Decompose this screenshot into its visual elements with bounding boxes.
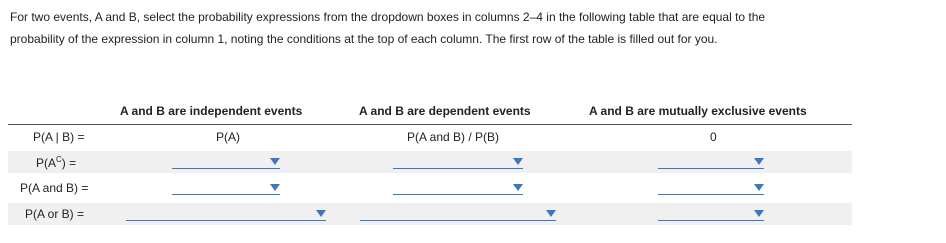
header-mutually-exclusive: A and B are mutually exclusive events [589,104,807,118]
dropdown-line [393,168,523,169]
cell-mutually-exclusive-value: 0 [710,130,717,144]
cell-independent-value: P(A) [216,130,240,144]
row-expression [36,155,76,170]
dropdown-a-or-b-independent[interactable] [126,205,326,223]
caret-down-icon [513,158,523,165]
caret-down-icon [316,210,326,217]
expr-tail: ) = [61,156,77,170]
table-row-a-given-b [8,126,852,148]
dropdown-a-or-b-dependent[interactable] [360,205,556,223]
caret-down-icon [754,158,764,165]
row-expression: P(A or B) = [25,207,85,221]
dropdown-line [658,220,764,221]
header-dependent: A and B are dependent events [359,104,531,118]
table-row-a-or-b [8,203,852,225]
dropdown-line [360,220,556,221]
header-independent: A and B are independent events [120,104,303,118]
table-row-a-and-b [8,177,852,199]
dropdown-line [658,194,764,195]
expr-base: P(A [36,156,57,170]
dropdown-line [658,168,764,169]
caret-down-icon [513,184,523,191]
row-expression: P(A | B) = [33,130,85,144]
dropdown-line [172,168,280,169]
row-expression: P(A and B) = [20,181,89,195]
caret-down-icon [754,184,764,191]
expr-superscript: C [56,155,62,164]
dropdown-line [172,194,280,195]
cell-dependent-value: P(A and B) / P(B) [407,130,500,144]
instructions-line-2: probability of the expression in column 1, noting the conditions at the top of each column. The first row of the table is filled out for you. [10,32,718,46]
dropdown-a-complement-independent[interactable] [172,153,280,171]
dropdown-a-complement-mutually-exclusive[interactable] [658,153,764,171]
dropdown-a-and-b-mutually-exclusive[interactable] [658,179,764,197]
caret-down-icon [270,184,280,191]
header-divider [8,124,852,125]
dropdown-line [393,194,523,195]
dropdown-a-or-b-mutually-exclusive[interactable] [658,205,764,223]
dropdown-line [126,220,326,221]
caret-down-icon [754,210,764,217]
dropdown-a-complement-dependent[interactable] [393,153,523,171]
table-row-a-complement [8,151,852,173]
instructions [10,6,930,50]
dropdown-a-and-b-dependent[interactable] [393,179,523,197]
caret-down-icon [270,158,280,165]
instructions-line-1: For two events, A and B, select the probability expressions from the dropdown boxes in columns 2–4 in the following table that are equal to the [10,10,766,24]
dropdown-a-and-b-independent[interactable] [172,179,280,197]
caret-down-icon [546,210,556,217]
